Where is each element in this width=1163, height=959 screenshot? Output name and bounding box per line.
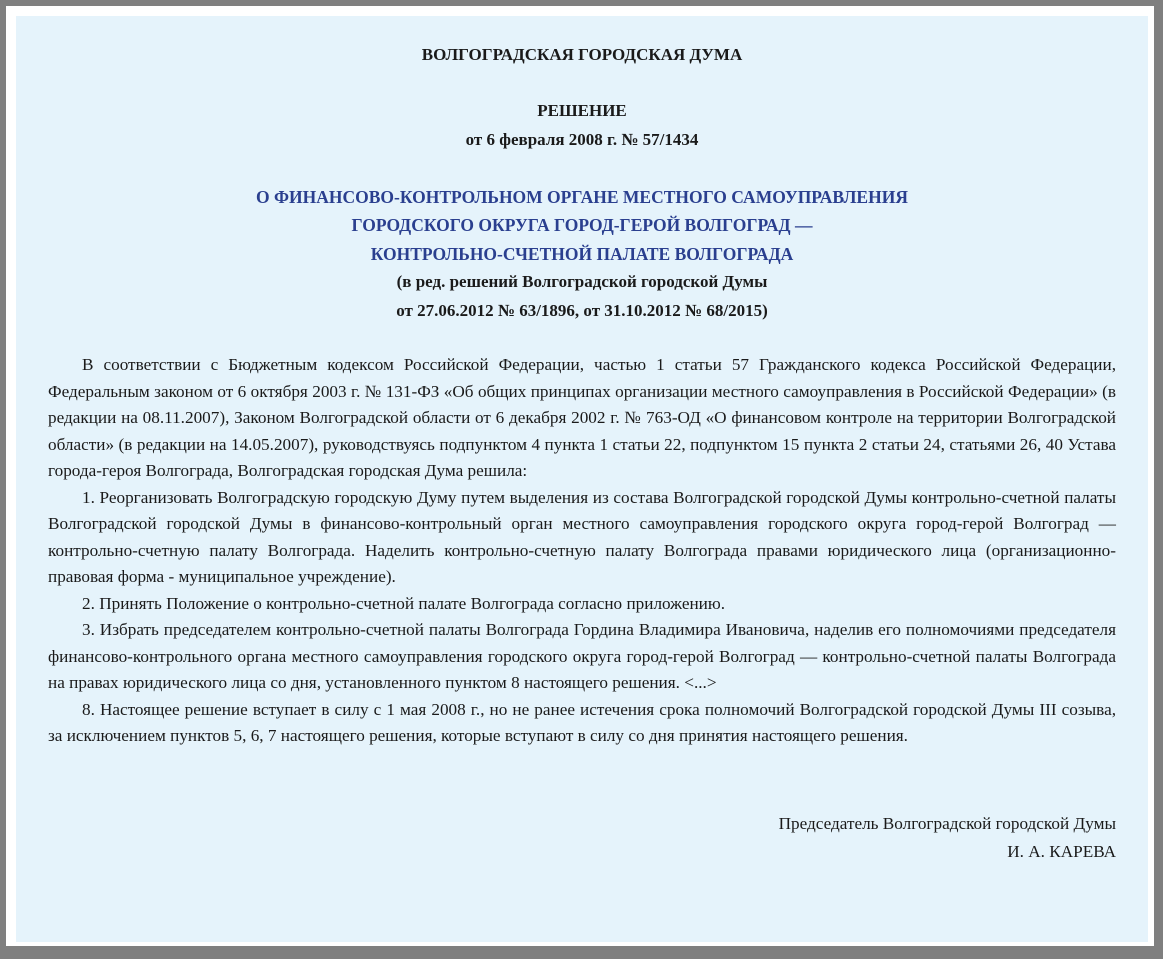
- document-page: [16, 16, 1148, 942]
- document-title-line-3: КОНТРОЛЬНО-СЧЕТНОЙ ПАЛАТЕ ВОЛГОГРАДА: [370, 244, 794, 264]
- amendments-line-1: (в ред. решений Волгоградской городской Думы: [396, 272, 768, 291]
- signatory-name: И. А. КАРЕВА: [1007, 842, 1116, 861]
- amendments-line-2: от 27.06.2012 № 63/1896, от 31.10.2012 № 68/2015): [396, 301, 768, 320]
- clause-1: 1. Реорганизовать Волгоградскую городскую Думу путем выделения из состава Волгоградской городской Думы контрольно-счетной палаты Волгоградской городской Думы в финансово-контрольный орган местного самоуправления городского округа город-герой Волгоград — контрольно-счетную палату Волгограда. Наделить контрольно-счетную палату Волгограда правами юридического лица (организационно-правовая форма - муниципальное учреждение).: [48, 487, 1116, 586]
- issuer-heading: ВОЛГОГРАДСКАЯ ГОРОДСКАЯ ДУМА: [421, 45, 743, 64]
- signatory-position: Председатель Волгоградской городской Думы: [778, 814, 1116, 833]
- document-body: [48, 352, 1116, 750]
- document-title-line-2: ГОРОДСКОГО ОКРУГА ГОРОД-ГЕРОЙ ВОЛГОГРАД —: [351, 215, 813, 235]
- clause-3: 3. Избрать председателем контрольно-счетной палаты Волгограда Гордина Владимира Ивановича, наделив его полномочиями председателя финансово-контрольного органа местного самоуправления городского округа город-герой Волгоград — контрольно-счетной палаты Волгограда на правах юридического лица со дня, установленного пунктом 8 настоящего решения. <...>: [48, 620, 1116, 692]
- document-date-number: от 6 февраля 2008 г. № 57/1434: [465, 130, 699, 149]
- document-title-line-1: О ФИНАНСОВО-КОНТРОЛЬНОМ ОРГАНЕ МЕСТНОГО САМОУПРАВЛЕНИЯ: [256, 187, 908, 207]
- page-frame: [6, 6, 1154, 946]
- preamble-paragraph: В соответствии с Бюджетным кодексом Российской Федерации, частью 1 статьи 57 Гражданского кодекса Российской Федерации, Федеральным законом от 6 октября 2003 г. № 131-ФЗ «Об общих принципах организации местного самоуправления в Российской Федерации» (в редакции на 08.11.2007), Законом Волгоградской области от 6 декабря 2002 г. № 763-ОД «О финансовом контроле на территории Волгоградской области» (в редакции на 14.05.2007), руководствуясь подпунктом 4 пункта 1 статьи 22, подпунктом 15 пункта 2 статьи 24, статьями 26, 40 Устава города-героя Волгограда, Волгоградская городская Дума решила:: [48, 355, 1116, 480]
- clause-8: 8. Настоящее решение вступает в силу с 1 мая 2008 г., но не ранее истечения срока полномочий Волгоградской городской Думы III созыва, за исключением пунктов 5, 6, 7 настоящего решения, которые вступают в силу со дня принятия настоящего решения.: [48, 699, 1116, 745]
- document-type: РЕШЕНИЕ: [537, 101, 627, 120]
- clause-2: 2. Принять Положение о контрольно-счетной палате Волгограда согласно приложению.: [82, 593, 725, 613]
